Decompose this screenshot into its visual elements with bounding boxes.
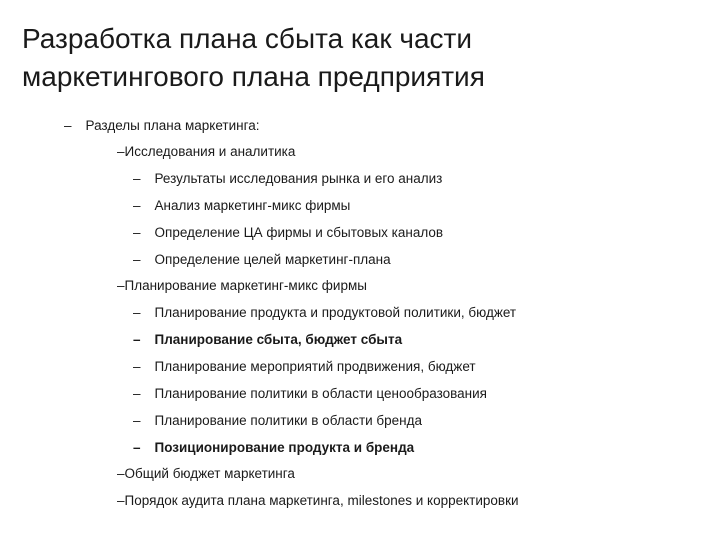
- bullet-level3: [133, 385, 487, 403]
- bullet-text: Планирование мероприятий продвижения, бюджет: [154, 359, 476, 374]
- bullet-dash: –: [133, 252, 141, 267]
- bullet-text: Планирование маркетинг-микс фирмы: [124, 278, 367, 293]
- bullet-level2: [117, 465, 295, 483]
- bullet-dash: –: [133, 359, 141, 374]
- bullet-text: Планирование политики в области ценообразования: [154, 386, 487, 401]
- bullet-text: Определение целей маркетинг-плана: [154, 252, 391, 267]
- bullet-level1: [64, 117, 259, 135]
- bullet-dash: –: [133, 225, 141, 240]
- bullet-level2: [117, 492, 519, 510]
- bullet-text: Порядок аудита плана маркетинга, milestones и корректировки: [124, 493, 519, 508]
- bullet-dash: –: [117, 144, 125, 159]
- bullet-text: Определение ЦА фирмы и сбытовых каналов: [154, 225, 444, 240]
- bullet-level3-emphasized: [133, 439, 414, 457]
- bullet-level3: [133, 251, 391, 269]
- bullet-level2: [117, 143, 295, 161]
- bullet-dash: –: [133, 386, 141, 401]
- bullet-level2: [117, 277, 367, 295]
- bullet-text: Анализ маркетинг-микс фирмы: [154, 198, 351, 213]
- bullet-dash: –: [117, 466, 125, 481]
- slide-title-line-1: Разработка плана сбыта как части: [22, 23, 473, 54]
- bullet-text: Планирование продукта и продуктовой политики, бюджет: [154, 305, 517, 320]
- slide-title: [22, 20, 702, 96]
- bullet-level3: [133, 224, 443, 242]
- bullet-text: Разделы плана маркетинга:: [85, 118, 260, 133]
- bullet-level3-emphasized: [133, 331, 402, 349]
- bullet-dash: –: [133, 413, 141, 428]
- bullet-dash: –: [133, 440, 141, 455]
- bullet-level3: [133, 358, 476, 376]
- bullet-text: Планирование политики в области бренда: [154, 413, 423, 428]
- bullet-dash: –: [117, 278, 125, 293]
- bullet-dash: –: [133, 171, 141, 186]
- bullet-text: Позиционирование продукта и бренда: [154, 440, 415, 455]
- bullet-level3: [133, 197, 350, 215]
- bullet-level3: [133, 412, 422, 430]
- bullet-dash: –: [64, 118, 72, 133]
- bullet-level3: [133, 170, 442, 188]
- bullet-text: Планирование сбыта, бюджет сбыта: [154, 332, 403, 347]
- bullet-text: Результаты исследования рынка и его анализ: [154, 171, 443, 186]
- bullet-level3: [133, 304, 516, 322]
- bullet-dash: –: [133, 198, 141, 213]
- bullet-dash: –: [133, 332, 141, 347]
- bullet-dash: –: [117, 493, 125, 508]
- bullet-dash: –: [133, 305, 141, 320]
- bullet-text: Общий бюджет маркетинга: [124, 466, 295, 481]
- slide-title-line-2: маркетингового плана предприятия: [22, 61, 485, 92]
- bullet-text: Исследования и аналитика: [124, 144, 296, 159]
